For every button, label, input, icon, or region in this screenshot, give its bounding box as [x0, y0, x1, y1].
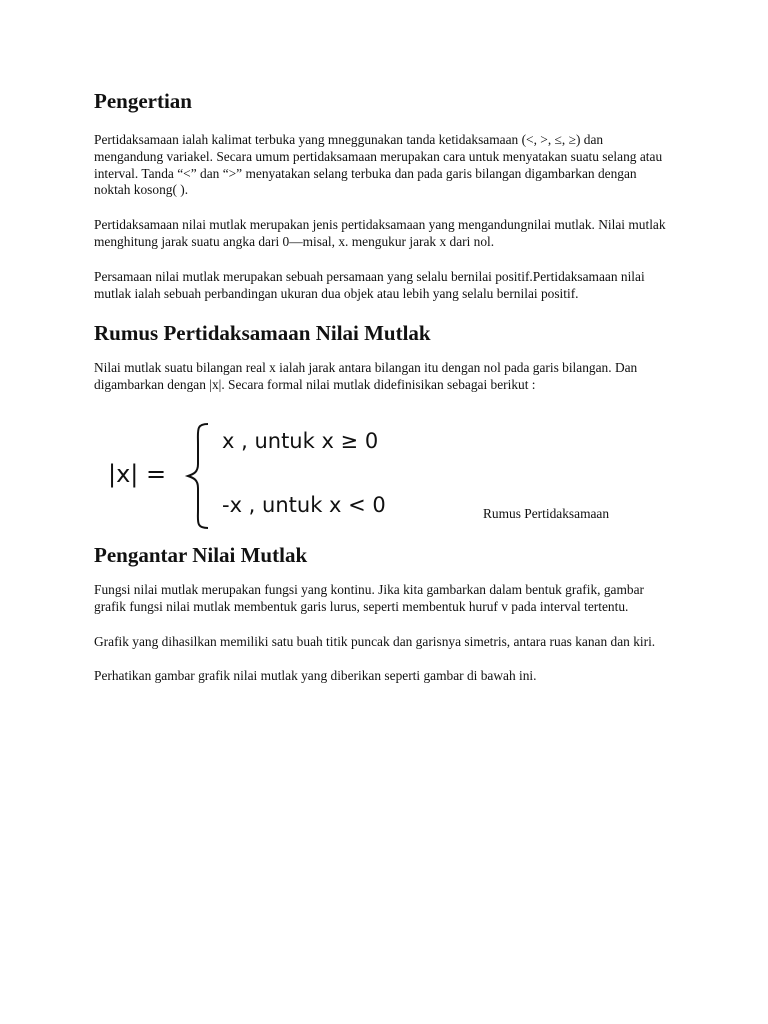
paragraph-pengantar-1: Fungsi nilai mutlak merupakan fungsi yang kontinu. Jika kita gambarkan dalam bentuk grafik, gambar grafik fungsi nilai mutlak membentuk garis lurus, seperti membentuk huruf v pada interval tertentu. — [94, 581, 645, 614]
paragraph-pengertian-1: Pertidaksamaan ialah kalimat terbuka yang mneggunakan tanda ketidaksamaan (<, >, ≤, ≥) dan mengandung variakel. Secara umum pertidaksamaan merupakan cara untuk menyatakan suatu selang atau interval. Tanda “<” dan “>” menyatakan selang terbuka dan pada garis bilangan digambarkan dengan noktah kosong( ). — [94, 132, 663, 198]
heading-pengertian: Pengertian — [94, 89, 192, 113]
paragraph-pengantar-3: Perhatikan gambar grafik nilai mutlak yang diberikan seperti gambar di bawah ini. — [94, 668, 537, 684]
formula-case-1: x , untuk x ≥ 0 — [222, 428, 379, 453]
heading-pengantar: Pengantar Nilai Mutlak — [94, 542, 308, 567]
formula-lhs: |x| = — [108, 459, 167, 488]
paragraph-pengertian-2: Pertidaksamaan nilai mutlak merupakan jenis pertidaksamaan yang mengandungnilai mutlak. Nilai mutlak menghitung jarak suatu angka dari 0—misal, x. mengukur jarak x dari nol. — [94, 217, 666, 249]
document-content — [94, 84, 674, 685]
curly-brace-icon — [188, 424, 208, 528]
paragraph-rumus: Nilai mutlak suatu bilangan real x ialah jarak antara bilangan itu dengan nol pada garis bilangan. Dan digambarkan dengan |x|. Secara formal nilai mutlak didefinisikan sebagai berikut : — [94, 360, 638, 393]
paragraph-pengantar-2: Grafik yang dihasilkan memiliki satu buah titik puncak dan garisnya simetris, antara ruas kanan dan kiri. — [94, 633, 656, 649]
heading-rumus: Rumus Pertidaksamaan Nilai Mutlak — [94, 321, 431, 346]
absolute-value-formula — [94, 394, 674, 532]
formula-caption: Rumus Pertidaksamaan — [483, 505, 610, 521]
formula-case-2: -x , untuk x < 0 — [222, 492, 386, 517]
paragraph-pengertian-3: Persamaan nilai mutlak merupakan sebuah persamaan yang selalu bernilai positif.Pertidaksamaan nilai mutlak ialah sebuah perbandingan ukuran dua objek atau lebih yang selalu bernilai positif. — [94, 268, 645, 301]
